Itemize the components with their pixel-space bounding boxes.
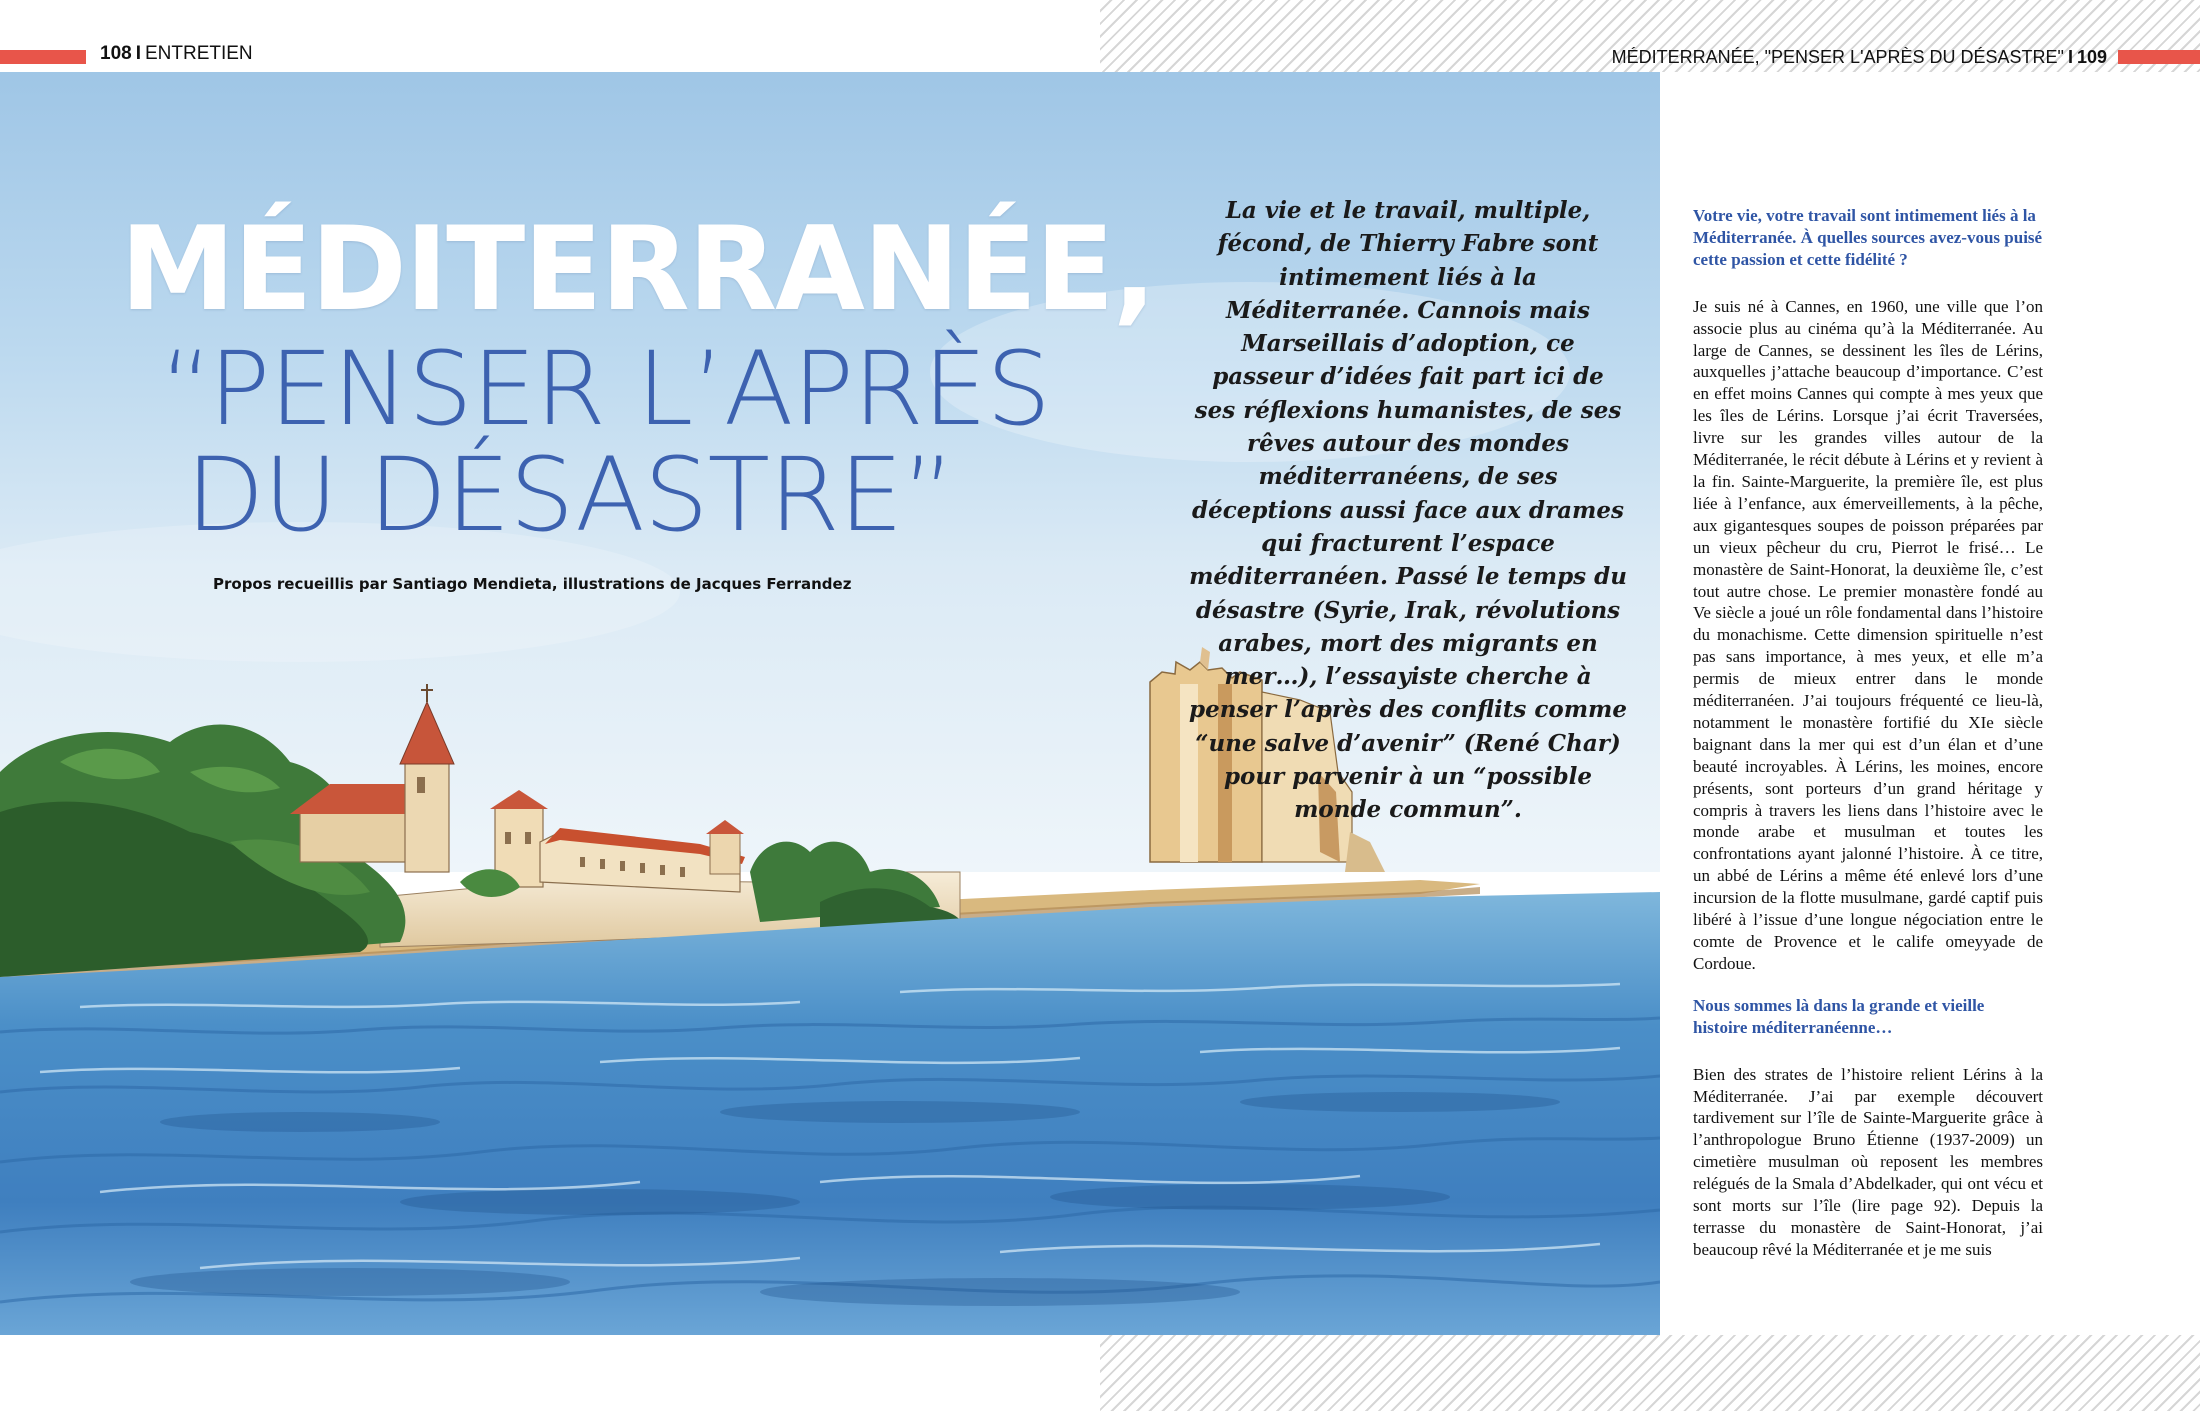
subtitle-line-1: “PENSER L’APRÈS xyxy=(160,330,1051,449)
page-number-left: 108 xyxy=(100,43,132,64)
article-subtitle xyxy=(160,330,1051,555)
folio-left xyxy=(100,43,253,65)
page-number-right: 109 xyxy=(2076,47,2107,67)
article-title: MÉDITERRANÉE, xyxy=(120,202,1155,337)
folio-separator: I xyxy=(2067,47,2073,67)
interview-column xyxy=(1693,205,2043,1281)
subtitle-line-2: DU DÉSASTRE” xyxy=(185,436,955,555)
red-accent-bar-left xyxy=(0,50,86,64)
red-accent-bar-right xyxy=(2118,50,2200,64)
section-label: ENTRETIEN xyxy=(144,43,253,64)
interview-answer-2: Bien des strates de l’histoire relient Lérins à la Méditerranée. J’ai par exemple découvert tardivement sur l’île de Sainte-Marguerite grâce à l’anthropologue Bruno Étienne (1937-2009) un cimetière musulman où reposent les membres relégués de la Smala d’Abdelkader, qui ont vécu et sont morts sur l’île (lire page 92). Depuis la terrasse du monastère de Saint-Honorat, j’ai beaucoup rêvé la Méditerranée et je me suis xyxy=(1693,1064,2043,1259)
interview-answer-1: Je suis né à Cannes, en 1960, une ville que l’on associe plus au cinéma qu’à la Méditerranée. Au large de Cannes, se dessinent les îles de Lérins, auxquelles j’attache beaucoup d’importance. C’est en effet moins Cannes qui compte à mes yeux que les îles de Lérins. Lorsque j’ai écrit Traversées, livre sur les grandes villes autour de la Méditerranée, le récit débute à Lérins et y revient à la fin. Sainte-Marguerite, la première île, est plus liée à l’enfance, aux émerveillements, à la pêche, aux gigantesques soupes de poisson préparées par un vieux pêcheur du cru, Pierrot le frisé… Le monastère de Saint-Honorat, la deuxième île, c’est tout autre chose. Le premier monastère fondé au Ve siècle a joué un rôle fondamental dans l’histoire du monachisme. Cette dimension spirituelle n’est pas sans importance, à mes yeux, et elle m’a permis de mieux entrer dans le monde méditerranéen. J’ai toujours fréquenté ce lieu-là, notamment le monastère fortifié du XIe siècle baignant dans la mer qui est d’un élan et d’une beauté incroyables. À Lérins, les moines, encore présents, sont porteurs d’un grand héritage y compris à travers les liens dans l’histoire avec le monde arabe et musulman et toutes les confrontations ayant jalonné l’histoire. À ce titre, un abbé de Lérins a même été enlevé lors d’une incursion de la flotte musulmane, gardé captif puis libéré à l’issue d’une longue négociation entre le comte de Provence et le calife omeyyade de Cordoue. xyxy=(1693,296,2043,973)
hatched-band-bottom xyxy=(1100,1335,2200,1411)
interview-question-1: Votre vie, votre travail sont intimement liés à la Méditerranée. À quelles sources avez-vous puisé cette passion et cette fidélité ? xyxy=(1693,206,2043,269)
article-lede: La vie et le travail, multiple, fécond, de Thierry Fabre sont intimement liés à la Méditerranée. Cannois mais Marseillais d’adoption, ce passeur d’idées fait part ici de ses réflexions humanistes, de ses rêves autour des mondes méditerranéens, de ses déceptions aussi face aux drames qui fracturent l’espace méditerranéen. Passé le temps du désastre (Syrie, Irak, révolutions arabes, mort des migrants en mer…), l’essayiste cherche à penser l’après des conflits comme “une salve d’avenir” (René Char) pour parvenir à un “possible monde commun”. xyxy=(1188,197,1627,824)
watercolor-illustration xyxy=(0,72,1660,1335)
article-credits: Propos recueillis par Santiago Mendieta, illustrations de Jacques Ferrandez xyxy=(213,575,852,593)
running-title: MÉDITERRANÉE, "PENSER L'APRÈS DU DÉSASTRE" xyxy=(1611,47,2064,67)
folio-separator: I xyxy=(135,43,141,64)
folio-right xyxy=(1612,47,2107,68)
interview-question-2: Nous sommes là dans la grande et vieille histoire méditerranéenne… xyxy=(1693,995,1985,1037)
